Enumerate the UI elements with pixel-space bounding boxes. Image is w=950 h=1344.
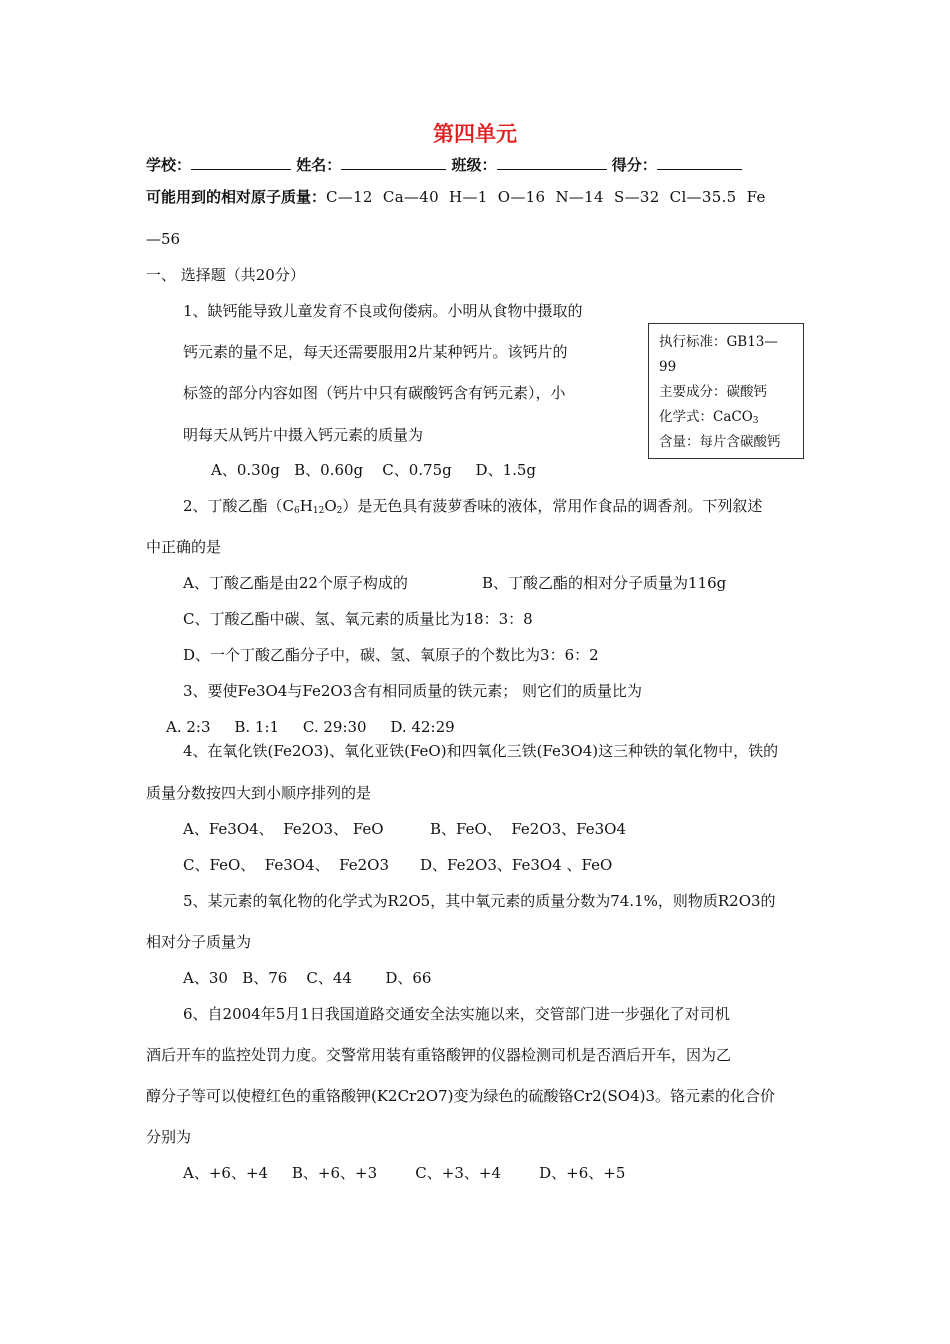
label-ingredient: 主要成分：碳酸钙 bbox=[659, 384, 767, 400]
q6-line-2: 酒后开车的监控处罚力度。交警常用装有重铬酸钾的仪器检测司机是否酒后开车，因为乙 bbox=[146, 1046, 732, 1064]
q2-line-1: 2、丁酸乙酯$(C_6H_{12}O_2)$是无色具有菠萝香味的液体，常用作食品的调香剂。下列叙述 bbox=[183, 497, 763, 516]
class-label: 班级： bbox=[451, 156, 497, 174]
score-label: 得分： bbox=[611, 156, 657, 174]
section-heading: 一、 选择题（共20分） bbox=[146, 266, 305, 284]
label-content: 含量：每片含碳酸钙 bbox=[659, 434, 781, 450]
q2-line-2: 中正确的是 bbox=[146, 538, 222, 556]
q6-line-3: 醇分子等可以使橙红色的重铬酸钾(K2Cr2O7)变为绿色的硫酸铬Cr2(SO4)3。铬元素的化合价 bbox=[146, 1087, 776, 1105]
label-formula: 化学式：CaCO$_3$ bbox=[659, 409, 759, 426]
school-blank[interactable] bbox=[191, 155, 291, 170]
q2-option-d: D、一个丁酸乙酯分子中，碳、氢、氧原子的个数比为3：6：2 bbox=[183, 646, 599, 664]
q4-option-b: B、FeO、 Fe2O3、Fe3O4 bbox=[430, 820, 627, 838]
q5-line-2: 相对分子质量为 bbox=[146, 933, 252, 951]
q4-option-a: A、Fe3O4、 Fe2O3、 FeO bbox=[183, 820, 384, 838]
calcium-label-box bbox=[648, 323, 804, 459]
page-title: 第四单元 bbox=[433, 122, 517, 146]
label-standard-cont: 99 bbox=[659, 359, 677, 375]
score-blank[interactable] bbox=[657, 155, 742, 170]
atomic-mass-values: C—12 Ca—40 H—1 O—16 N—14 S—32 Cl—35.5 Fe bbox=[326, 188, 766, 206]
q6-line-1: 6、自2004年5月1日我国道路交通安全法实施以来，交管部门进一步强化了对司机 bbox=[183, 1005, 730, 1023]
q2-option-a: A、丁酸乙酯是由22个原子构成的 bbox=[183, 574, 408, 592]
name-blank[interactable] bbox=[341, 155, 446, 170]
q5-options: A、30 B、76 C、44 D、66 bbox=[183, 969, 432, 987]
q6-options: A、+6、+4 B、+6、+3 C、+3、+4 D、+6、+5 bbox=[183, 1164, 626, 1182]
atomic-mass-label: 可能用到的相对原子质量： bbox=[146, 188, 327, 206]
q1-line-1: 1、缺钙能导致儿童发育不良或佝偻病。小明从食物中摄取的 bbox=[183, 302, 583, 320]
q1-options: A、0.30g B、0.60g C、0.75g D、1.5g bbox=[211, 461, 537, 479]
q1-line-3: 标签的部分内容如图（钙片中只有碳酸钙含有钙元素），小 bbox=[183, 384, 566, 402]
atomic-mass-line bbox=[146, 190, 766, 205]
header-row bbox=[146, 155, 742, 173]
q4-option-d: D、Fe2O3、Fe3O4 、FeO bbox=[420, 856, 613, 874]
q5-line-1: 5、某元素的氧化物的化学式为R2O5，其中氧元素的质量分数为74.1%，则物质R2O3的 bbox=[183, 892, 776, 910]
label-standard: 执行标准：GB13— bbox=[659, 334, 778, 350]
q1-line-2: 钙元素的量不足，每天还需要服用2片某种钙片。该钙片的 bbox=[183, 343, 568, 361]
q4-option-c: C、FeO、 Fe3O4、 Fe2O3 bbox=[183, 856, 390, 874]
q2-option-b: B、丁酸乙酯的相对分子质量为116g bbox=[482, 574, 727, 592]
q2-option-c: C、丁酸乙酯中碳、氢、氧元素的质量比为18：3：8 bbox=[183, 610, 533, 628]
q4-line-2: 质量分数按四大到小顺序排列的是 bbox=[146, 784, 372, 802]
q1-line-4: 明每天从钙片中摄入钙元素的质量为 bbox=[183, 426, 424, 444]
q4-line-1: 4、在氧化铁(Fe2O3)、氧化亚铁(FeO)和四氧化三铁(Fe3O4)这三种铁的氧化物中，铁的 bbox=[183, 742, 779, 760]
name-label: 姓名： bbox=[296, 156, 342, 174]
q6-line-4: 分别为 bbox=[146, 1128, 192, 1146]
q3-options: A. 2:3 B. 1:1 C. 29:30 D. 42:29 bbox=[166, 718, 455, 736]
class-blank[interactable] bbox=[497, 155, 607, 170]
school-label: 学校： bbox=[146, 156, 192, 174]
q3-line-1: 3、要使Fe3O4与Fe2O3含有相同质量的铁元素； 则它们的质量比为 bbox=[183, 682, 643, 700]
atomic-mass-cont: —56 bbox=[146, 230, 181, 248]
